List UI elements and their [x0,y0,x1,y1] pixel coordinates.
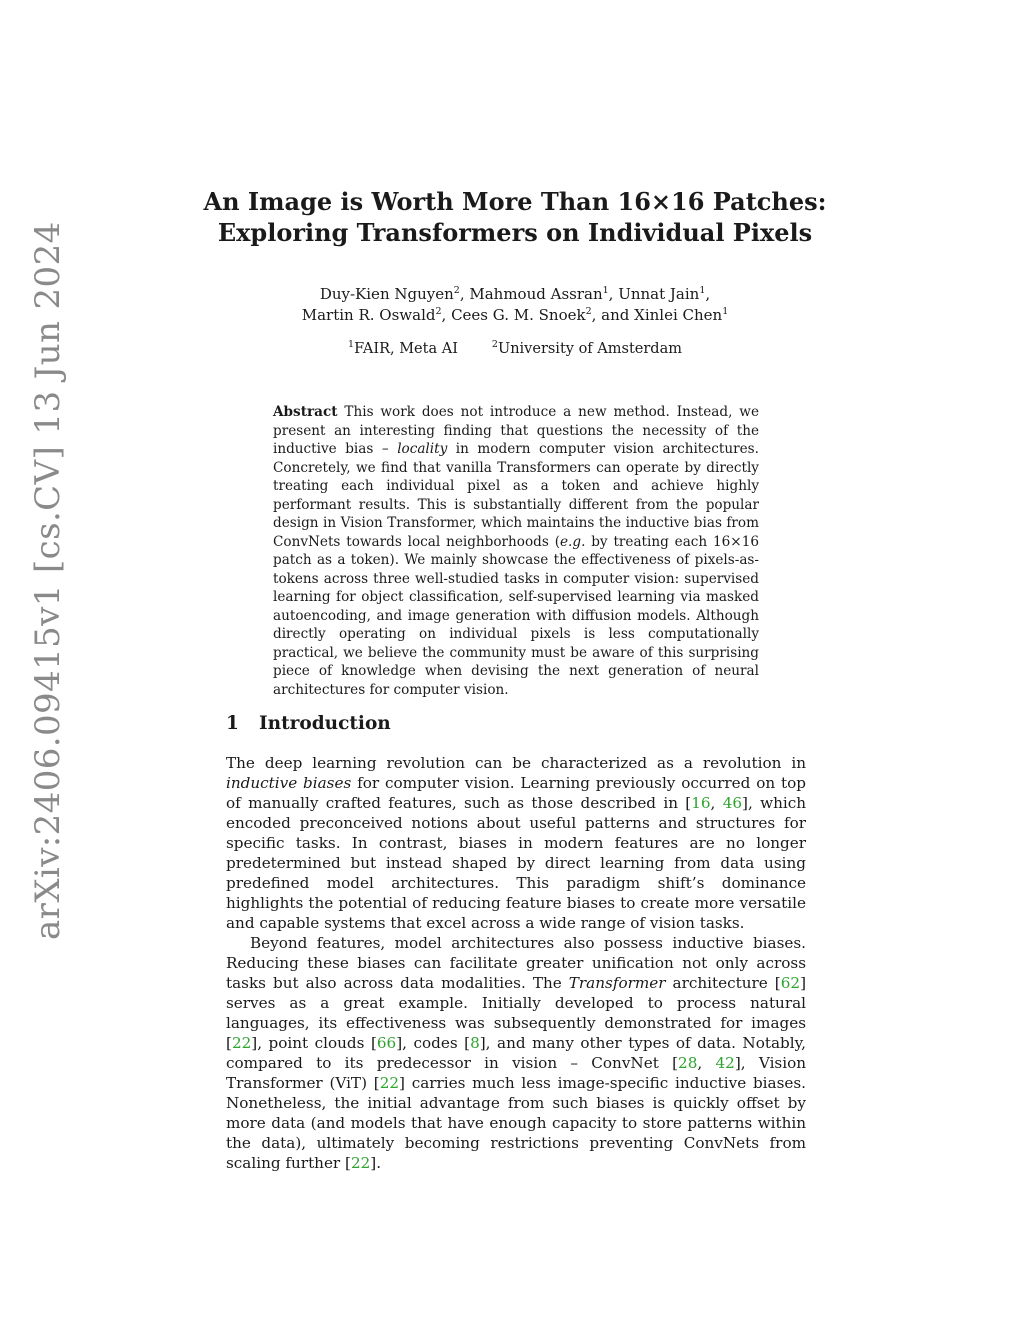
author-list [160,284,870,326]
author-affil-mark: 1 [722,306,729,317]
intro-paragraph-2 [226,933,806,1173]
author-name: Duy-Kien Nguyen [319,285,454,303]
author-separator: , [608,285,619,303]
citation-link[interactable]: 22 [379,1074,400,1092]
arxiv-identifier: arXiv:2406.09415v1 [cs.CV] 13 Jun 2024 [28,221,68,940]
title-line-2: Exploring Transformers on Individual Pixels [217,218,813,247]
citation-link[interactable]: 66 [376,1034,397,1052]
citation-link[interactable]: 46 [722,794,743,812]
paragraph-text: ], point clouds [ [251,1034,377,1052]
affiliations [160,339,870,359]
author-name: Mahmoud Assran [469,285,603,303]
affiliation-mark: 1 [348,339,355,350]
citation-link[interactable]: 22 [350,1154,371,1172]
introduction-body [226,753,806,1173]
paragraph-text: ]. [370,1154,382,1172]
author-affil-mark: 2 [585,306,592,317]
paragraph-text: ], codes [ [396,1034,471,1052]
paragraph-text: ], which encoded preconceived notions about useful patterns and structures for specific tasks. In contrast, biases in modern features are no longer predetermined but instead shaped by direct learning from data using predefined model architectures. This paradigm shift’s dominance highlights the potential of reducing feature biases to create more versatile and capable systems that excel across a wide range of vision tasks. [226,794,807,932]
author-separator: , [459,285,470,303]
author-name: Cees G. M. Snoek [451,306,586,324]
author-name: Martin R. Oswald [301,306,436,324]
abstract [273,403,759,699]
affiliation-name: University of Amsterdam [497,341,682,357]
paragraph-text: ], Vision Transformer (ViT) [ [226,1054,807,1092]
abstract-text: by treating each 16×16 patch as a token). We mainly showcase the effectiveness of pixels-as-tokens across three well-studied tasks in computer vision: supervised learning for object classification, self-supervised learning via masked autoencoding, and image generation with diffusion models. Although directly operating on individual pixels is less computationally practical, we believe the community must be aware of this surprising piece of knowledge when devising the next generation of neural architectures for computer vision. [273,533,759,698]
paragraph-text: , [697,1054,716,1072]
author-affil-mark: 1 [602,285,609,296]
paragraph-text: Beyond features, model architectures also possess inductive biases. Reducing these biases can facilitate greater unification not only across tasks but also across data modalities. The [226,934,806,992]
abstract-text: This work does not introduce a new method. Instead, we present an interesting finding that questions the necessity of the inductive bias – [273,404,759,457]
paragraph-emphasis: Transformer [568,974,666,992]
citation-link[interactable]: 28 [678,1054,698,1072]
paragraph-text: for computer vision. Learning previously occurred on top of manually crafted features, such as those described in [ [226,774,806,812]
section-heading [226,713,391,734]
affiliation-mark: 2 [491,339,498,350]
author-affil-mark: 2 [453,285,460,296]
author-separator: , [705,285,711,303]
affiliation-name: FAIR, Meta AI [354,341,458,357]
abstract-emphasis: locality [397,441,448,457]
abstract-text: in modern computer vision architectures. Concretely, we find that vanilla Transformers can operate by directly treating each individual pixel as a token and achieve highly performant results. This is substantially different from the popular design in Vision Transformer, which maintains the inductive bias from ConvNets towards local neighborhoods ( [273,441,759,550]
author-name: Xinlei Chen [634,306,723,324]
section-number: 1 [226,713,239,734]
paper-title [160,186,870,248]
author-separator: , [441,306,452,324]
citation-link[interactable]: 8 [470,1034,480,1052]
paragraph-text: The deep learning revolution can be characterized as a revolution in [226,754,806,772]
abstract-emphasis: e.g. [560,533,586,550]
citation-link[interactable]: 16 [691,794,711,812]
paragraph-text: ] carries much less image-specific inductive biases. Nonetheless, the initial advantage from such biases is quickly offset by more data (and models that have enough capacity to store patterns within the data), ultimately becoming restrictions preventing ConvNets from scaling further [ [226,1074,806,1172]
title-line-1: An Image is Worth More Than 16×16 Patches: [203,187,827,216]
author-affil-mark: 1 [699,285,706,296]
section-title: Introduction [259,713,391,734]
intro-paragraph-1 [226,753,806,933]
paragraph-text: ], and many other types of data. Notably, compared to its predecessor in vision – ConvNet [ [226,1034,806,1072]
author-separator: , and [591,306,635,324]
citation-link[interactable]: 62 [780,974,801,992]
author-name: Unnat Jain [618,285,700,303]
paragraph-text: , [710,794,723,812]
abstract-label: Abstract [273,404,338,420]
citation-link[interactable]: 22 [231,1034,252,1052]
paragraph-text: architecture [ [665,974,781,992]
paragraph-text: ] serves as a great example. Initially developed to process natural languages, its effectiveness was subsequently demonstrated for images [ [226,974,806,1052]
paragraph-emphasis: inductive biases [226,774,352,792]
authors-line-1 [160,284,870,305]
author-affil-mark: 2 [435,306,442,317]
citation-link[interactable]: 42 [715,1054,735,1072]
authors-line-2 [160,305,870,326]
